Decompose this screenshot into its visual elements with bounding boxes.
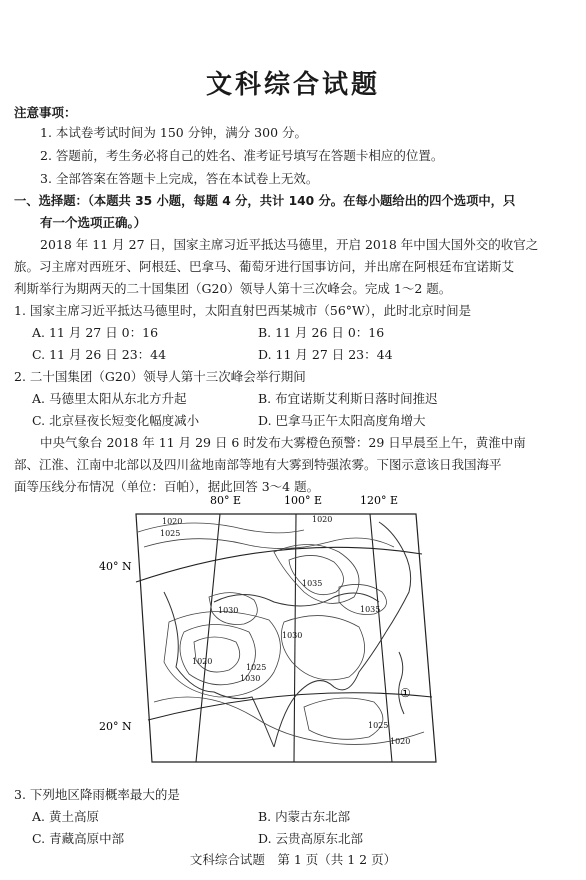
isobar-label: 1030 xyxy=(240,674,261,683)
q2-stem: 2. 二十国集团（G20）领导人第十三次峰会举行期间 xyxy=(14,369,306,384)
lon-label-120e: 120° E xyxy=(360,494,399,507)
q1-option-a: A. 11 月 27 日 0：16 xyxy=(32,325,159,340)
isobar-label: 1025 xyxy=(160,529,181,538)
page-footer: 文科综合试题 第 1 页（共 1 2 页） xyxy=(189,852,397,867)
lat-label-20n: 20° N xyxy=(99,720,132,733)
page-title: 文科综合试题 xyxy=(205,70,380,100)
q3-option-d: D. 云贵高原东北部 xyxy=(258,831,364,846)
q2-option-c: C. 北京昼夜长短变化幅度减小 xyxy=(32,413,200,428)
isobar-label: 1035 xyxy=(360,605,381,614)
q1-option-d: D. 11 月 27 日 23：44 xyxy=(258,347,393,362)
q2-option-b: B. 布宜诺斯艾利斯日落时间推迟 xyxy=(258,391,438,406)
q3-option-c: C. 青藏高原中部 xyxy=(32,831,125,846)
q2-option-a: A. 马德里太阳从东北方升起 xyxy=(32,391,187,406)
isobar-label: 1025 xyxy=(368,721,389,730)
passage1-line1: 2018 年 11 月 27 日，国家主席习近平抵达马德里，开启 2018 年中国大国外交的收官之 xyxy=(40,237,539,252)
isobar-label: 1020 xyxy=(162,517,183,526)
q3-option-a: A. 黄土高原 xyxy=(32,809,99,824)
isobar-label: 1030 xyxy=(218,606,239,615)
q3-stem: 3. 下列地区降雨概率最大的是 xyxy=(14,787,180,802)
isobar-label: 1020 xyxy=(312,515,333,524)
notice-item-3: 3. 全部答案在答题卡上完成，答在本试卷上无效。 xyxy=(40,171,319,186)
passage1-line3: 利斯举行为期两天的二十国集团（G20）领导人第十三次峰会。完成 1～2 题。 xyxy=(14,281,452,296)
location-marker-1: ① xyxy=(400,686,411,700)
lon-label-80e: 80° E xyxy=(210,494,242,507)
isobar-label: 1035 xyxy=(302,579,323,588)
notice-item-1: 1. 本试卷考试时间为 150 分钟，满分 300 分。 xyxy=(40,125,308,140)
section-heading-line2: 有一个选项正确。） xyxy=(40,215,147,230)
isobar-label: 1020 xyxy=(192,657,213,666)
q1-option-b: B. 11 月 26 日 0：16 xyxy=(258,325,385,340)
isobar-label: 1025 xyxy=(246,663,267,672)
notice-item-2: 2. 答题前，考生务必将自己的姓名、准考证号填写在答题卡相应的位置。 xyxy=(40,148,444,163)
passage1-line2: 旅。习主席对西班牙、阿根廷、巴拿马、葡萄牙进行国事访问，并出席在阿根廷布宜诺斯艾 xyxy=(14,259,515,274)
notice-heading: 注意事项： xyxy=(14,105,77,120)
isobar-label: 1030 xyxy=(282,631,303,640)
q1-option-c: C. 11 月 26 日 23：44 xyxy=(32,347,167,362)
lat-label-40n: 40° N xyxy=(99,560,132,573)
passage2-line2: 部、江淮、江南中北部以及四川盆地南部等地有大雾到特强浓雾。下图示意该日我国海平 xyxy=(14,457,502,472)
q1-stem: 1. 国家主席习近平抵达马德里时，太阳直射巴西某城市（56°W），此时北京时间是 xyxy=(14,303,472,318)
isobar-map xyxy=(99,492,449,774)
isobar-label: 1020 xyxy=(390,737,411,746)
q3-option-b: B. 内蒙古东北部 xyxy=(258,809,351,824)
section-heading-line1: 一、选择题：（本题共 35 小题，每题 4 分，共计 140 分。在每小题给出的四个选项中，只 xyxy=(14,194,516,208)
lon-label-100e: 100° E xyxy=(284,494,323,507)
passage2-line1: 中央气象台 2018 年 11 月 29 日 6 时发布大雾橙色预警：29 日早晨至上午，黄淮中南 xyxy=(40,435,526,450)
passage2-line3: 面等压线分布情况（单位：百帕），据此回答 3～4 题。 xyxy=(14,479,320,494)
q2-option-d: D. 巴拿马正午太阳高度角增大 xyxy=(258,413,426,428)
